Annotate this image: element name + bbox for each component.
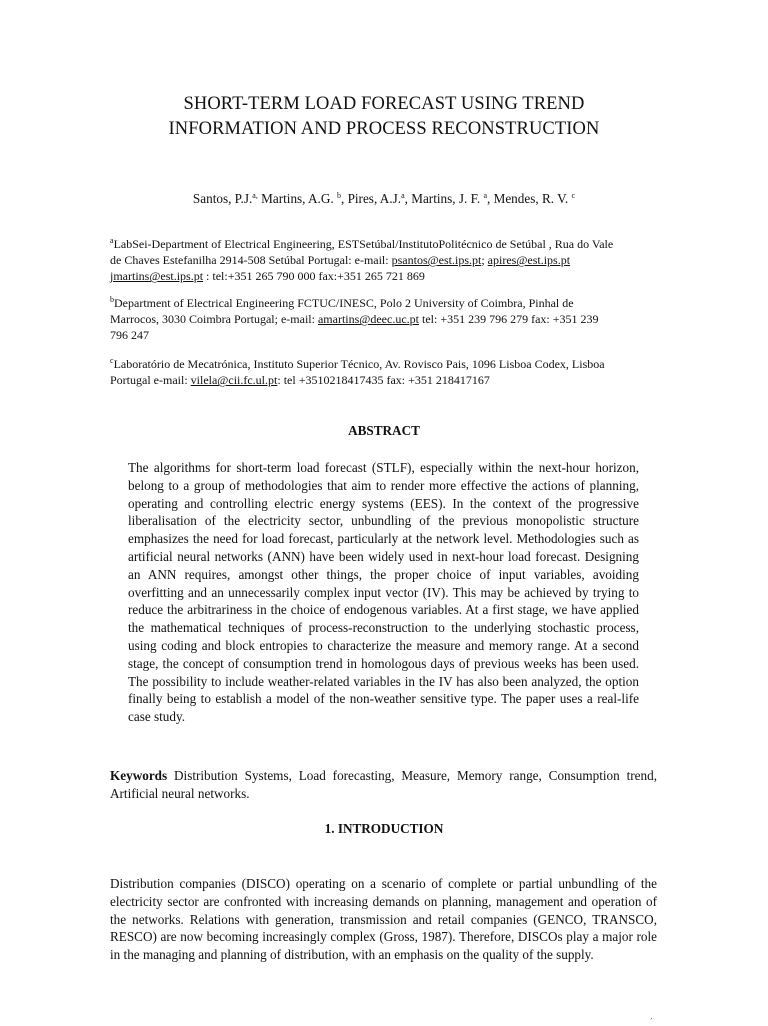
email-link[interactable]: psantos@est.ips.pt (391, 253, 482, 268)
keywords-paragraph (110, 767, 657, 803)
introduction-heading: 1. INTRODUCTION (324, 821, 444, 836)
affiliation-text: : tel:+351 265 790 000 fax:+351 265 721 869 (203, 269, 425, 284)
author-affiliation-mark: a (401, 191, 405, 200)
affiliation-text: Portugal e-mail: (110, 373, 191, 388)
affiliation-text: LabSei-Department of Electrical Engineering, ESTSetúbal/InstitutoPolitécnico de Setúbal , Rua do Vale (113, 237, 614, 251)
author-affiliation-mark: b (336, 191, 341, 200)
email-link[interactable]: amartins@deec.uc.pt (317, 312, 419, 327)
author-name: Pires, A.J. (347, 191, 402, 206)
author-name: Martins, J. F. (411, 191, 481, 206)
author-affiliation-mark: c (571, 191, 576, 200)
affiliation-a: $^a$LabSei-Department of Electrical Engineering, ESTSetúbal/InstitutoPolitécnico de Setúbal , Rua do Vale de Chaves Estefanilha 2914-508 Setúbal Portugal: e-mail: psantos@est.ips.pt; apires@est.ips.pt jmartins@est.ips.pt : tel:+351 265 790 000 fax:+351 265 721 869 (110, 236, 614, 284)
affiliation-text: Department of Electrical Engineering FCTUC/INESC, Polo 2 University of Coimbra, Pinhal de (114, 296, 574, 310)
affiliation-c (110, 356, 670, 388)
email-link[interactable]: vilela@cii.fc.ul.pt (190, 373, 278, 388)
affiliation-text: tel: +351 239 796 279 fax: +351 239 (418, 312, 599, 327)
affiliation-text: de Chaves Estefanilha 2914-508 Setúbal Portugal: e-mail: (110, 253, 392, 268)
affiliation-text: Laboratório de Mecatrónica, Instituto Superior Técnico, Av. Rovisco Pais, 1096 Lisboa Codex, Lisboa (113, 357, 605, 371)
affiliation-mark: c (110, 356, 114, 365)
introduction-body: Distribution companies (DISCO) operating on a scenario of complete or partial unbundling of the electricity sector are confronted with increasing demands on planning, management and operation of the networks. Relations with generation, transmission and retail companies (GENCO, TRANSCO, RESCO) are now becoming increasingly complex (Gross, 1987). Therefore, DISCOs play a major role in the managing and planning of distribution, with an emphasis on the quality of the supply. (110, 876, 657, 963)
author-name: Mendes, R. V. (493, 191, 569, 206)
title-line-2: INFORMATION AND PROCESS RECONSTRUCTION (168, 119, 600, 139)
author-name: Martins, A.G. (261, 191, 334, 206)
abstract-heading: ABSTRACT (348, 423, 420, 438)
keywords-label: Keywords (110, 768, 168, 783)
keywords-text: Distribution Systems, Load forecasting, Measure, Memory range, Consumption trend, Artificial neural networks. (110, 768, 657, 801)
affiliation-text: Marrocos, 3030 Coimbra Portugal; e-mail: (110, 312, 318, 327)
author-name: Santos, P.J. (192, 191, 253, 206)
affiliation-text: : tel +3510218417435 fax: +351 218417167 (277, 373, 490, 388)
page-edge-mark: ´ (650, 1017, 653, 1026)
abstract-body: The algorithms for short-term load forecast (STLF), especially within the next-hour horizon, belong to a group of methodologies that aim to render more effective the actions of planning, operating and controlling electric energy systems (EES). In the context of the progressive liberalisation of the electricity sector, unbundling of the previous monopolistic structure emphasizes the need for load forecast, particularly at the network level. Methodologies such as artificial neural networks (ANN) have been widely used in next-hour load forecast. Designing an ANN requires, amongst other things, the proper choice of input variables, avoiding overfitting and an unnecessarily complex input vector (IV). This may be achieved by trying to reduce the arbitrariness in the choice of endogenous variables. At a first stage, we have applied the mathematical techniques of process-reconstruction to the underlying stochastic process, using coding and block entropies to characterize the measure and memory range. At a second stage, the concept of consumption trend in homologous days of previous weeks has been used. The possibility to include weather-related variables in the IV has also been analyzed, the option finally being to establish a model of the non-weather sensitive type. The paper uses a real-life case study. (128, 460, 639, 725)
affiliation-text: 796 247 (110, 328, 149, 343)
email-link[interactable]: apires@est.ips.pt (487, 253, 571, 268)
affiliation-mark: a (110, 236, 114, 245)
author-list: Santos, P.J.$^{a,}$ Martins, A.G. $^b$, Pires, A.J.$^a$, Martins, J. F. $^a$, Mendes, R. V. $^c$ (192, 191, 576, 206)
affiliation-b (110, 295, 670, 344)
email-link[interactable]: jmartins@est.ips.pt (110, 269, 204, 284)
author-affiliation-mark: a (483, 191, 487, 200)
paper-title (0, 92, 768, 142)
affiliation-mark: b (110, 295, 114, 304)
author-affiliation-mark: a, (252, 191, 258, 200)
title-line-1: SHORT-TERM LOAD FORECAST USING TREND (183, 94, 585, 114)
